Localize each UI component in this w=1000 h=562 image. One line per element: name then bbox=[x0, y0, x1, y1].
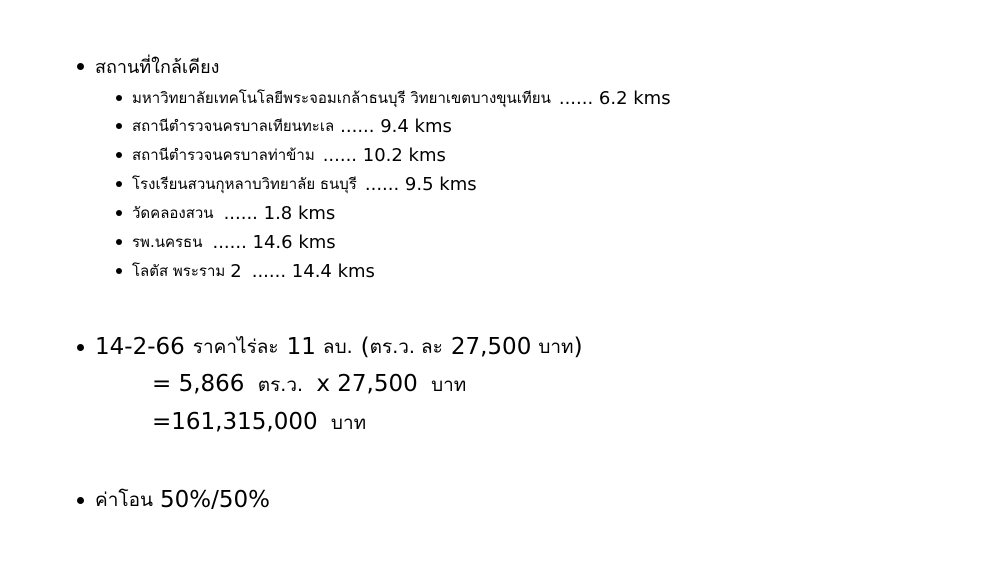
calc2-value: =161,315,000 bbox=[152, 409, 318, 435]
price-label: ราคาไร่ละ bbox=[192, 336, 279, 358]
bullet-icon bbox=[116, 181, 122, 187]
price-paren-close: ) bbox=[573, 334, 583, 360]
calc1-sqwa: ตร.ว. bbox=[257, 374, 304, 396]
nearby-item bbox=[116, 114, 452, 138]
nearby-item-name: โรงเรียนสวนกุหลาบวิทยาลัย ธนบุรี bbox=[132, 175, 357, 193]
bullet-icon bbox=[116, 152, 122, 158]
bullet-icon bbox=[77, 344, 84, 351]
nearby-heading-row bbox=[77, 52, 219, 81]
calc1-baht: บาท bbox=[431, 374, 467, 396]
nearby-item-distance: ...... 14.4 kms bbox=[251, 260, 375, 282]
nearby-heading: สถานที่ใกล้เคียง bbox=[95, 57, 220, 78]
nearby-item-distance: ...... 1.8 kms bbox=[223, 202, 336, 224]
price-date: 14-2-66 bbox=[95, 334, 185, 360]
nearby-item bbox=[116, 201, 335, 225]
nearby-item-name: วัดคลองสวน bbox=[132, 204, 214, 222]
bullet-icon bbox=[116, 210, 122, 216]
nearby-item-name: สถานีตำรวจนครบาลเทียนทะเล bbox=[132, 117, 335, 135]
transfer-label: ค่าโอน bbox=[95, 489, 153, 511]
nearby-item bbox=[116, 230, 336, 254]
nearby-item-name: รพ.นครธน bbox=[132, 233, 203, 251]
price-baht: บาท bbox=[538, 336, 574, 358]
nearby-item-distance: ...... 9.5 kms bbox=[364, 173, 477, 195]
nearby-item-number: 2 bbox=[230, 260, 242, 282]
transfer-value: 50%/50% bbox=[159, 487, 270, 513]
price-unit: ลบ. bbox=[322, 336, 353, 358]
bullet-icon bbox=[116, 123, 122, 129]
calc-line-2 bbox=[152, 408, 366, 438]
price-paren-open: ( bbox=[360, 334, 370, 360]
calc-line-1 bbox=[152, 370, 466, 400]
nearby-item-distance: ...... 14.6 kms bbox=[212, 231, 336, 253]
price-sqwa-value: 27,500 bbox=[450, 334, 532, 360]
bullet-icon bbox=[77, 497, 84, 504]
nearby-item-distance: ...... 6.2 kms bbox=[558, 87, 671, 109]
nearby-item-distance: ...... 10.2 kms bbox=[322, 144, 446, 166]
nearby-item-name: มหาวิทยาลัยเทคโนโลยีพระจอมเกล้าธนบุรี วิทยาเขตบางขุนเทียน bbox=[132, 89, 551, 107]
nearby-item-distance: ...... 9.4 kms bbox=[340, 115, 452, 137]
bullet-icon bbox=[77, 63, 84, 70]
bullet-icon bbox=[116, 268, 122, 274]
bullet-icon bbox=[116, 239, 122, 245]
calc1-prefix: = 5,866 bbox=[152, 371, 245, 397]
nearby-item bbox=[116, 172, 477, 196]
price-row bbox=[77, 332, 583, 362]
nearby-item bbox=[116, 86, 671, 110]
transfer-row bbox=[77, 485, 270, 515]
nearby-item bbox=[116, 259, 375, 283]
price-per-rai: 11 bbox=[286, 334, 316, 360]
nearby-item-name: สถานีตำรวจนครบาลท่าข้าม bbox=[132, 146, 315, 164]
price-sqwa-label: ตร.ว. ละ bbox=[369, 336, 443, 358]
calc2-baht: บาท bbox=[330, 412, 367, 434]
bullet-icon bbox=[116, 95, 122, 101]
calc1-mult: x 27,500 bbox=[316, 371, 418, 397]
nearby-item bbox=[116, 143, 446, 167]
nearby-item-name: โลตัส พระราม bbox=[132, 262, 226, 280]
